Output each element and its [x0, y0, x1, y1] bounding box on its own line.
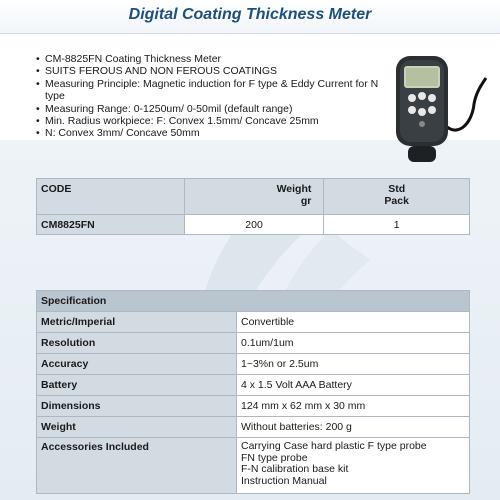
page-title: Digital Coating Thickness Meter	[128, 6, 372, 23]
table-row	[37, 312, 470, 333]
spec-value: 4 x 1.5 Volt AAA Battery	[237, 375, 470, 396]
spec-header-row	[37, 291, 470, 312]
table-row	[37, 333, 470, 354]
spec-value: 0.1um/1um	[237, 333, 470, 354]
code-table	[36, 178, 470, 235]
spec-label: Metric/Imperial	[37, 312, 237, 333]
feature-item: • Min. Radius workpiece: F: Convex 1.5mm/ Concave 25mm	[36, 115, 382, 127]
spec-value: 124 mm x 62 mm x 30 mm	[237, 396, 470, 417]
code-table-header-row	[37, 179, 470, 215]
spec-label: Accuracy	[37, 354, 237, 375]
spec-label: Battery	[37, 375, 237, 396]
feature-item: • N: Convex 3mm/ Concave 50mm	[36, 127, 382, 139]
spec-label: Weight	[37, 417, 237, 438]
coating-meter-device-image	[382, 54, 490, 166]
accessory-line: FN type probe	[241, 451, 308, 464]
weight-header-unit: gr	[300, 195, 312, 207]
code-header: CODE	[37, 179, 185, 215]
table-row	[37, 438, 470, 494]
table-row	[37, 396, 470, 417]
title-bar	[0, 0, 500, 34]
feature-item: • Measuring Principle: Magnetic induction for F type & Eddy Current for N type	[36, 78, 382, 103]
std-pack-header-line: Std	[388, 183, 406, 195]
feature-list	[36, 53, 382, 140]
spec-header: Specification	[37, 291, 470, 312]
accessory-line: Carrying Case hard plastic F type probe	[241, 440, 427, 452]
std-pack-header	[324, 179, 470, 215]
std-pack-cell: 1	[324, 215, 470, 235]
accessory-line: Instruction Manual	[241, 474, 327, 487]
std-pack-header-line: Pack	[384, 195, 409, 207]
accessory-line: F-N calibration base kit	[241, 463, 349, 475]
feature-item: • Measuring Range: 0-1250um/ 0-50mil (default range)	[36, 103, 382, 115]
code-cell: CM8825FN	[37, 215, 185, 235]
weight-header	[184, 179, 324, 215]
weight-header-line: Weight	[276, 183, 312, 195]
table-row	[37, 354, 470, 375]
feature-item: • CM-8825FN Coating Thickness Meter	[36, 53, 382, 65]
spec-value: Without batteries: 200 g	[237, 417, 470, 438]
table-row	[37, 375, 470, 396]
table-row	[37, 215, 470, 235]
spec-label: Dimensions	[37, 396, 237, 417]
specification-table	[36, 290, 470, 494]
spec-label: Resolution	[37, 333, 237, 354]
feature-item: • SUITS FEROUS AND NON FEROUS COATINGS	[36, 65, 382, 77]
spec-value: 1~3%n or 2.5um	[237, 354, 470, 375]
weight-cell: 200	[184, 215, 324, 235]
spec-label: Accessories Included	[37, 438, 237, 494]
spec-value: Convertible	[237, 312, 470, 333]
table-row	[37, 417, 470, 438]
accessories-value	[237, 438, 470, 494]
